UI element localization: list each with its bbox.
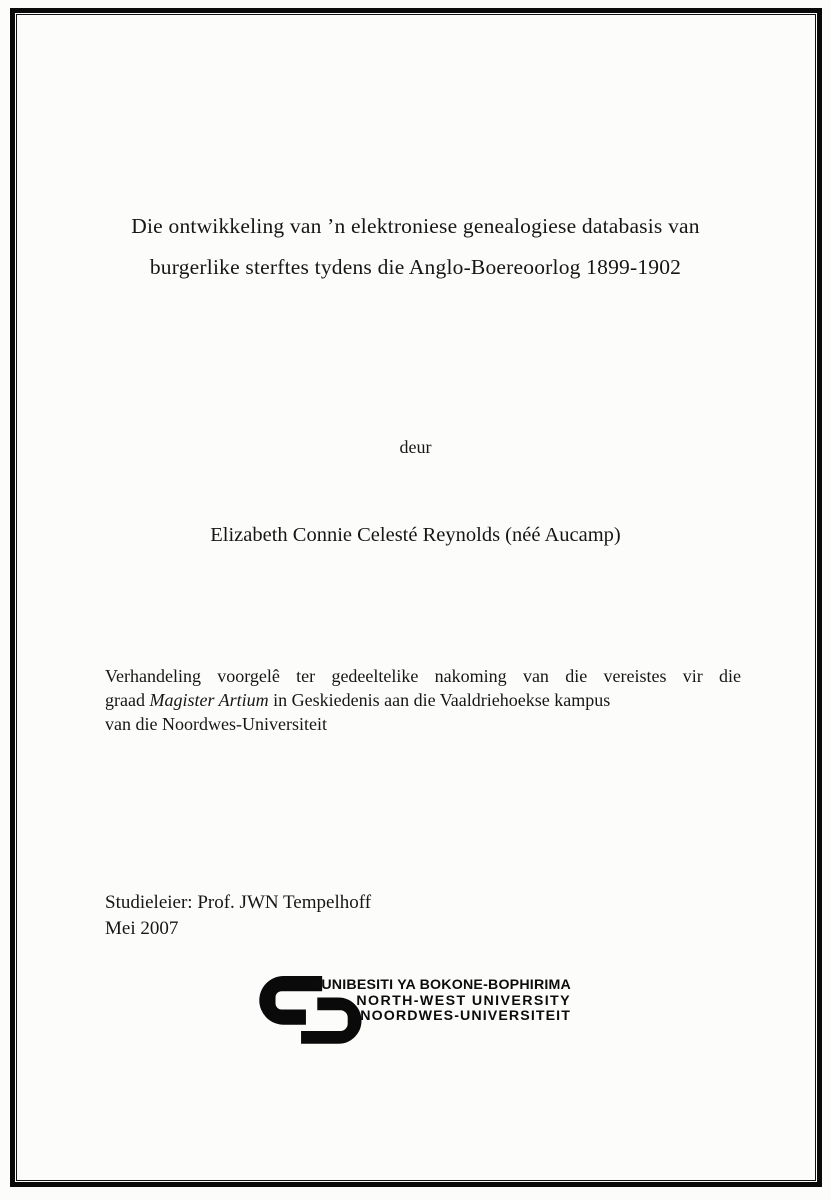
degree-statement-line2-post: in Geskiedenis aan die Vaaldriehoekse kampus — [268, 690, 611, 710]
university-logo — [0, 969, 831, 1059]
supervisor-line: Studieleier: Prof. JWN Tempelhoff — [105, 892, 372, 913]
university-logo-text — [312, 978, 571, 1025]
logo-name-afrikaans: NOORDWES-UNIVERSITEIT — [360, 1008, 571, 1024]
degree-statement-line2-pre: graad — [105, 690, 150, 710]
degree-statement-line1: Verhandeling voorgelê ter gedeeltelike nakoming van die vereistes vir die — [105, 666, 741, 686]
byline-label: deur — [399, 437, 432, 457]
thesis-title-line1: Die ontwikkeling van ’n elektroniese genealogiese databasis van — [131, 214, 700, 238]
date-line: Mei 2007 — [105, 917, 179, 939]
supervisor-block — [105, 890, 371, 941]
degree-statement-line3: van die Noordwes-Universiteit — [105, 714, 327, 734]
degree-statement — [105, 664, 741, 736]
degree-statement-line2 — [105, 688, 741, 712]
logo-name-english: NORTH-WEST UNIVERSITY — [356, 992, 571, 1009]
thesis-title-line2: burgerlike sterftes tydens die Anglo-Boereoorlog 1899-1902 — [149, 255, 682, 279]
author-name: Elizabeth Connie Celesté Reynolds (néé Aucamp) — [210, 524, 621, 546]
thesis-title — [90, 206, 741, 288]
degree-name-italic: Magister Artium — [149, 690, 269, 710]
logo-name-setswana: YUNIBESITI YA BOKONE-BOPHIRIMA — [311, 977, 571, 993]
